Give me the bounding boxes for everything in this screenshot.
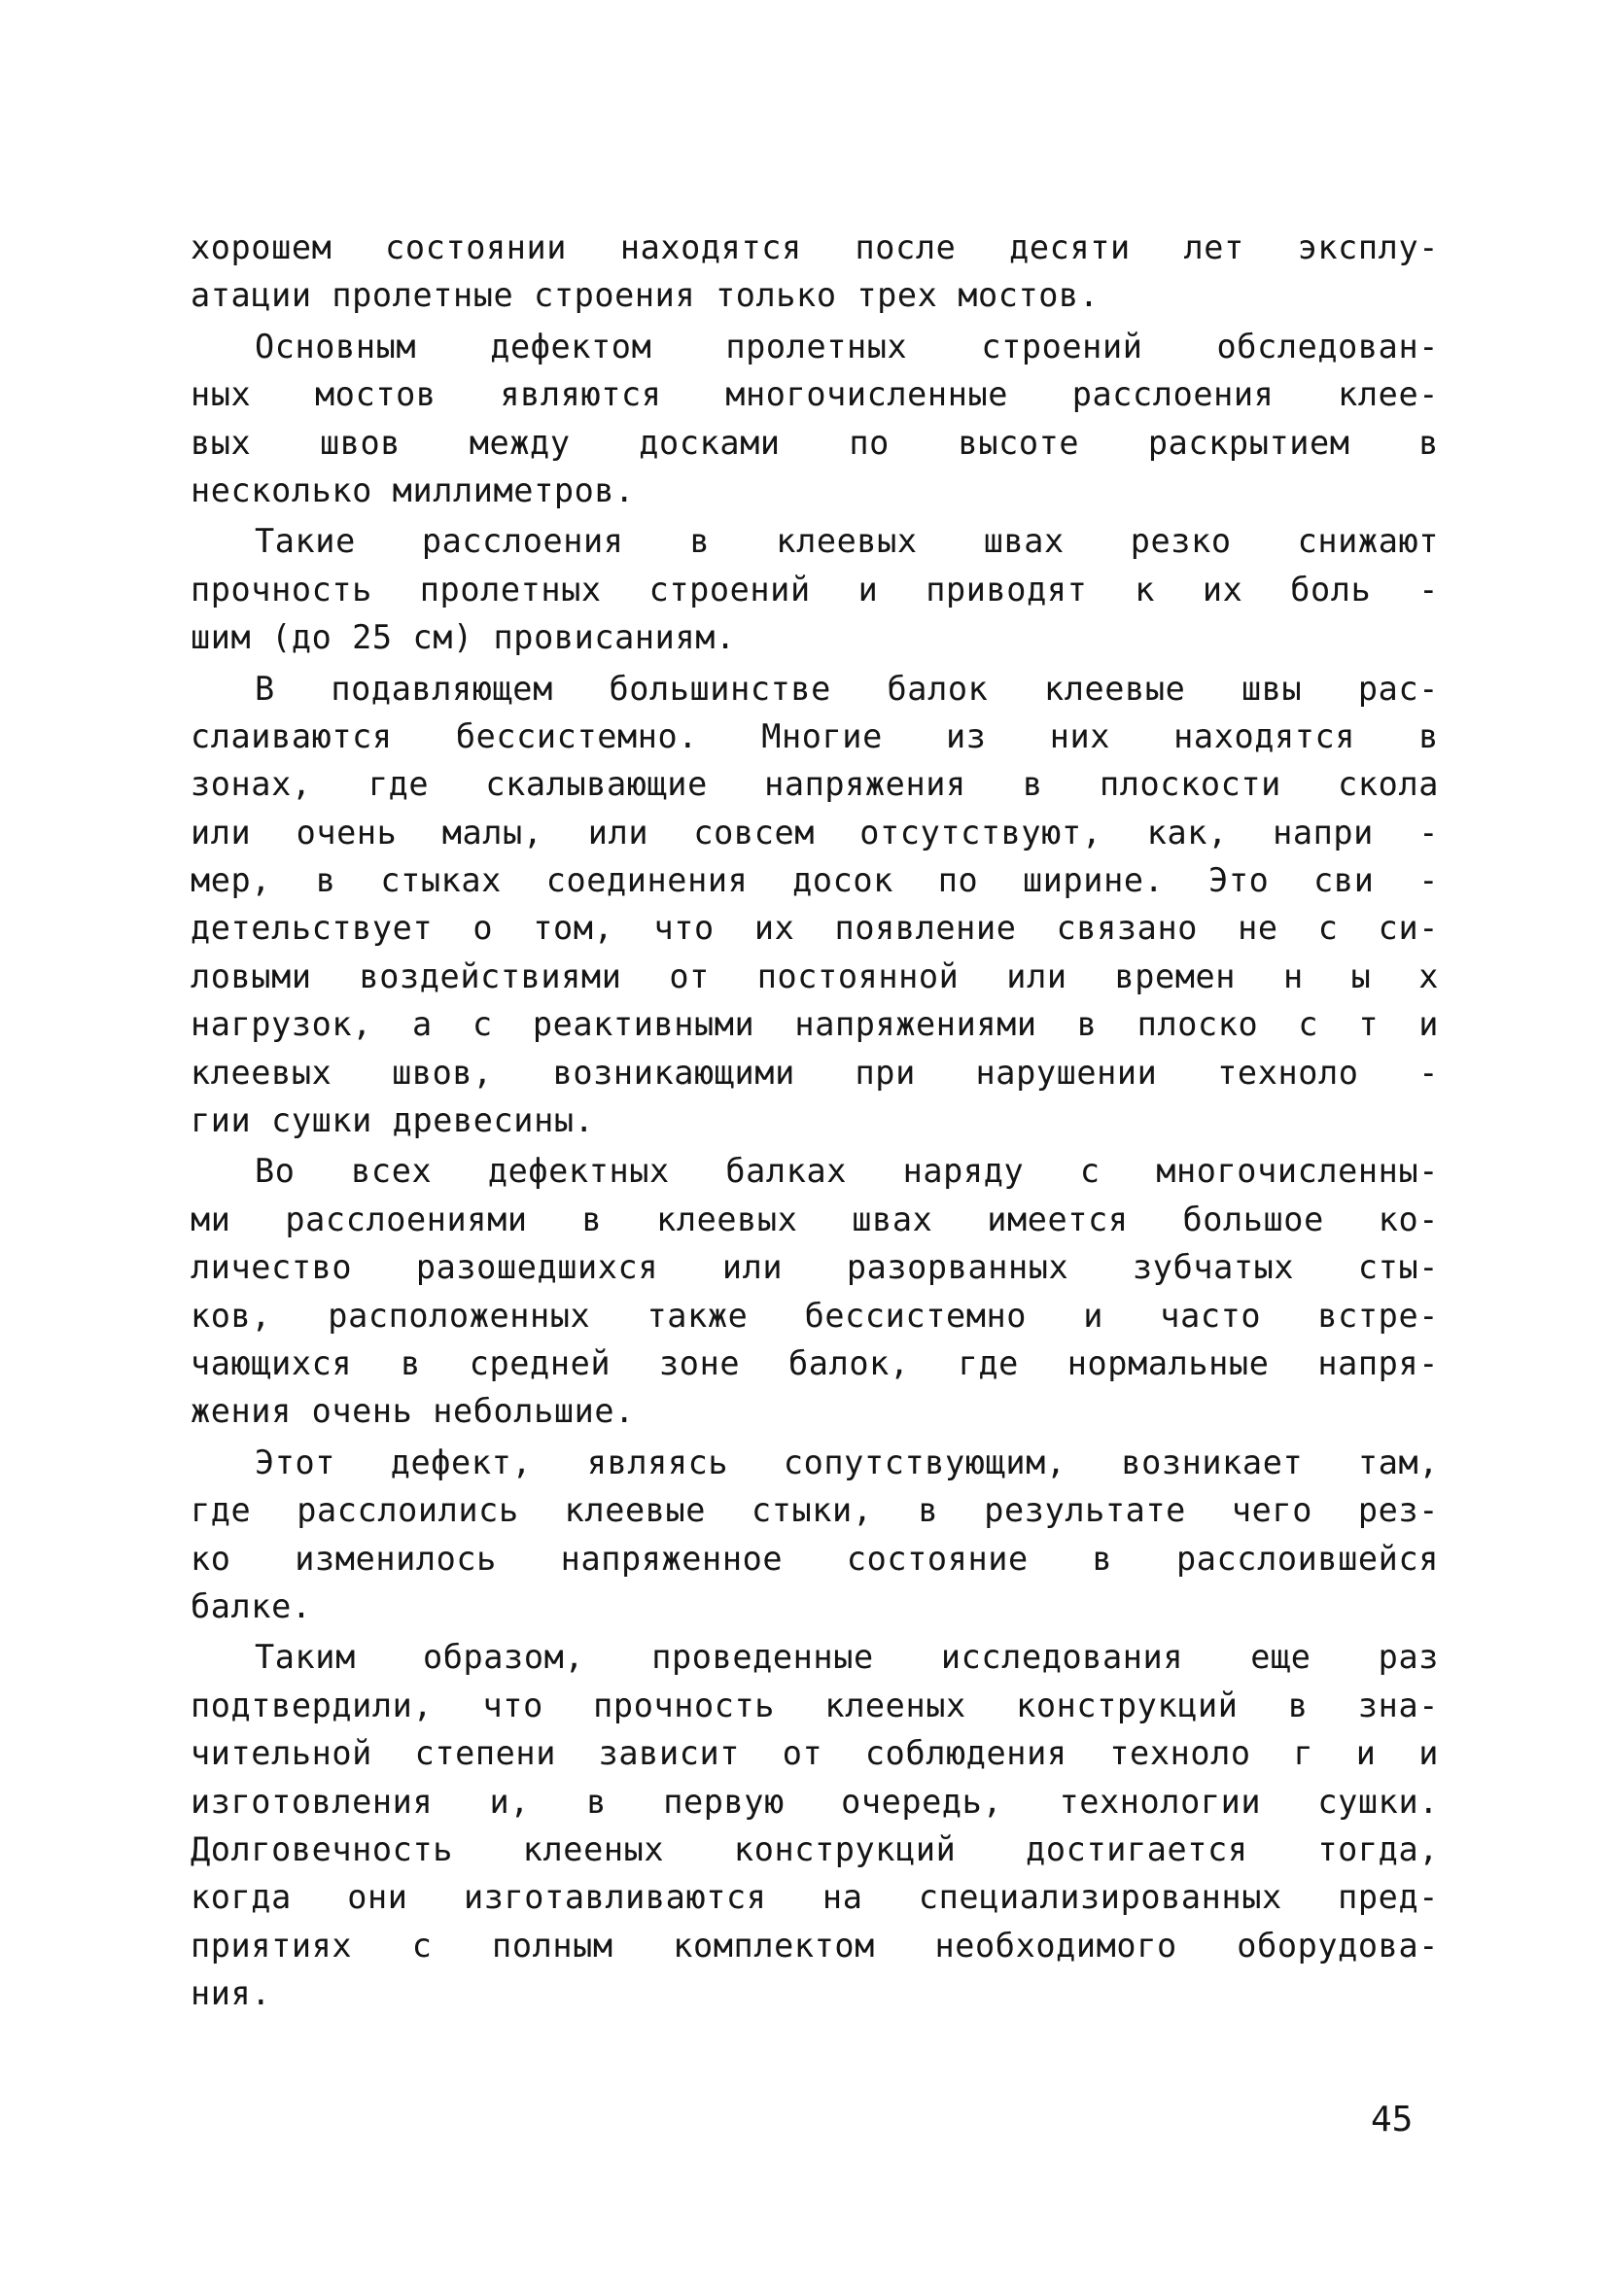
- text-line: Этот дефект, являясь сопутствующим, возникает там,: [255, 1443, 1439, 1481]
- page-number: 45: [1371, 2100, 1414, 2139]
- text-line: Таким образом, проведенные исследования еще раз: [255, 1638, 1439, 1677]
- text-line: прочность пролетных строений и приводят к их боль -: [191, 570, 1439, 609]
- text-line: ных мостов являются многочисленные расслоения клее-: [191, 375, 1439, 414]
- text-line: вых швов между досками по высоте раскрытием в: [191, 423, 1439, 462]
- text-line: несколько миллиметров.: [191, 470, 635, 509]
- text-line: ми расслоениями в клеевых швах имеется большое ко-: [191, 1200, 1439, 1238]
- text-line: чительной степени зависит от соблюдения техноло г и и: [191, 1734, 1439, 1773]
- text-line: Во всех дефектных балках наряду с многочисленны-: [255, 1152, 1439, 1191]
- text-line: жения очень небольшие.: [191, 1392, 635, 1431]
- text-line: приятиях с полным комплектом необходимого оборудова-: [191, 1926, 1439, 1965]
- text-line: гии сушки древесины.: [191, 1101, 595, 1140]
- text-line: Основным дефектом пролетных строений обследован-: [255, 327, 1439, 365]
- text-line: ков, расположенных также бессистемно и часто встре-: [191, 1296, 1439, 1335]
- text-line: когда они изготавливаются на специализированных пред-: [191, 1878, 1439, 1917]
- text-line: подтвердили, что прочность клееных конструкций в зна-: [191, 1686, 1439, 1724]
- text-line: мер, в стыках соединения досок по ширине. Это сви -: [191, 861, 1439, 900]
- text-line: ко изменилось напряженное состояние в расслоившейся: [191, 1539, 1439, 1578]
- text-line: где расслоились клеевые стыки, в результате чего рез-: [191, 1491, 1439, 1530]
- text-line: нагрузок, а с реактивными напряжениями в плоско с т и: [191, 1005, 1439, 1044]
- text-line: В подавляющем большинстве балок клеевые швы рас-: [255, 669, 1439, 708]
- text-line: Долговечность клееных конструкций достигается тогда,: [191, 1829, 1439, 1868]
- text-line: балке.: [191, 1586, 312, 1625]
- text-line: ловыми воздействиями от постоянной или времен н ы х: [191, 957, 1439, 995]
- text-line: чающихся в средней зоне балок, где нормальные напря-: [191, 1343, 1439, 1382]
- text-line: атации пролетные строения только трех мостов.: [191, 276, 1100, 315]
- text-line: изготовления и, в первую очередь, технологии сушки.: [191, 1782, 1439, 1821]
- text-line: детельствует о том, что их появление связано не с си-: [191, 909, 1439, 948]
- text-line: шим (до 25 см) провисаниям.: [191, 618, 736, 657]
- body-text: [191, 224, 1439, 2017]
- text-line: личество разошедшихся или разорванных зубчатых сты-: [191, 1248, 1439, 1287]
- text-line: хорошем состоянии находятся после десяти лет эксплу-: [191, 228, 1439, 266]
- text-line: или очень малы, или совсем отсутствуют, как, напри -: [191, 813, 1439, 852]
- text-line: клеевых швов, возникающими при нарушении техноло -: [191, 1053, 1439, 1092]
- text-line: слаиваются бессистемно. Многие из них находятся в: [191, 716, 1439, 755]
- text-line: ния.: [191, 1974, 272, 2013]
- text-line: Такие расслоения в клеевых швах резко снижают: [255, 522, 1439, 561]
- text-line: зонах, где скалывающие напряжения в плоскости скола: [191, 765, 1439, 804]
